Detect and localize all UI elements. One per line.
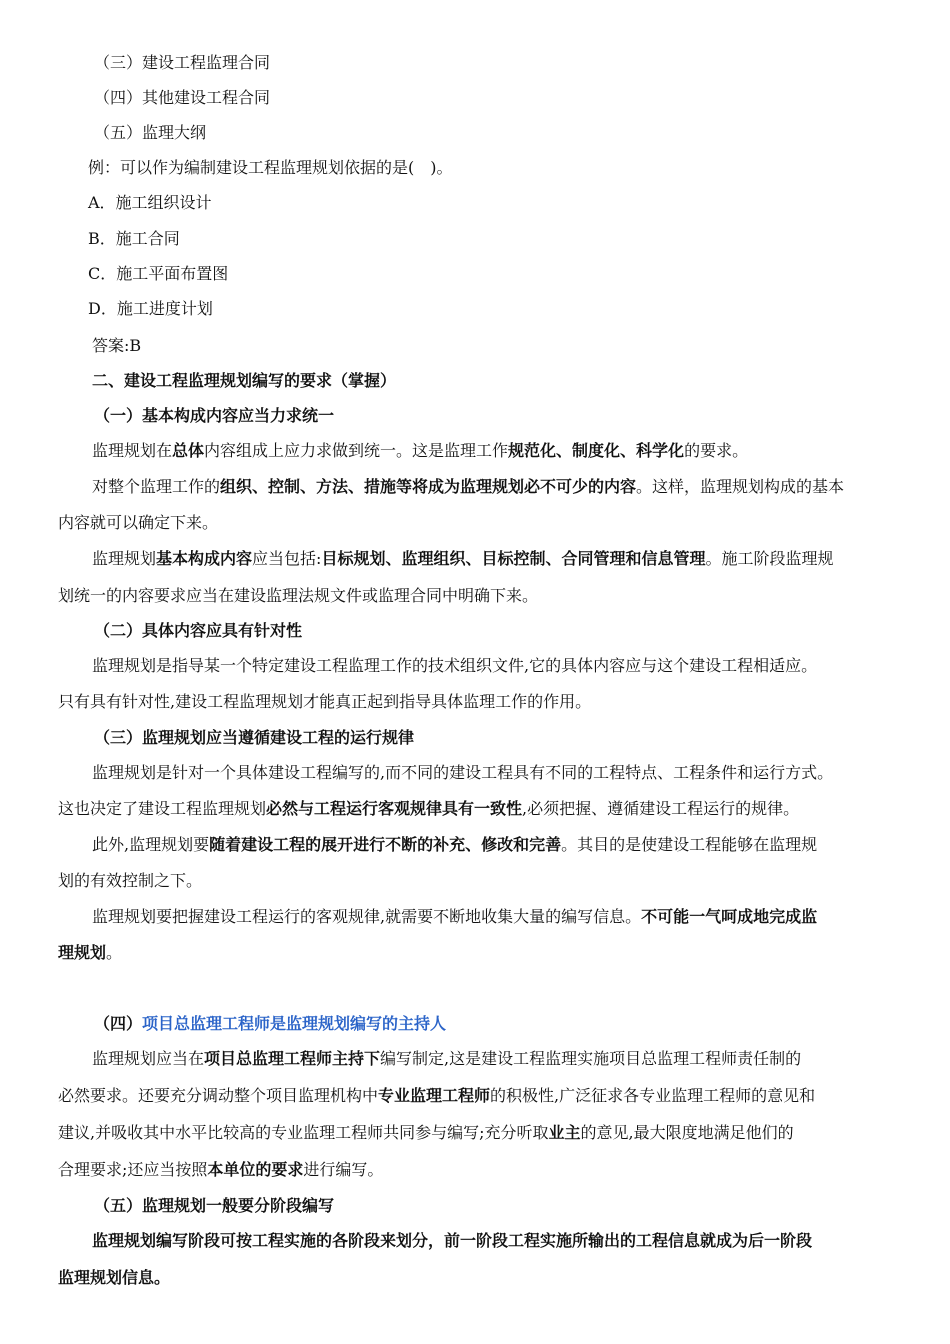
subsection-heading: （五）监理规划一般要分阶段编写: [94, 1196, 335, 1215]
paragraph-line: 监理规划基本构成内容应当包括:目标规划、监理组织、目标控制、合同管理和信息管理。施工阶段监理规: [92, 549, 834, 568]
subsection-heading: （二）具体内容应具有针对性: [94, 621, 303, 640]
paragraph-line: 划统一的内容要求应当在建设监理法规文件或监理合同中明确下来。: [58, 586, 539, 605]
option-c: C．施工平面布置图: [88, 264, 229, 283]
option-a: A．施工组织设计: [88, 193, 212, 212]
subsection-heading: （四）项目总监理工程师是监理规划编写的主持人: [94, 1014, 447, 1033]
paragraph-line: 必然要求。还要充分调动整个项目监理机构中专业监理工程师的积极性,广泛征求各专业监理工程师的意见和: [58, 1086, 816, 1105]
paragraph-line: 这也决定了建设工程监理规划必然与工程运行客观规律具有一致性,必须把握、遵循建设工程运行的规律。: [58, 799, 800, 818]
paragraph-line: 监理规划应当在项目总监理工程师主持下编写制定,这是建设工程监理实施项目总监理工程师责任制的: [92, 1049, 802, 1068]
paragraph-line: 理规划。: [58, 943, 123, 962]
example-question: 例：可以作为编制建设工程监理规划依据的是( )。: [88, 158, 453, 177]
paragraph-line: 监理规划是针对一个具体建设工程编写的,而不同的建设工程具有不同的工程特点、工程条件和运行方式。: [92, 763, 834, 782]
paragraph-line: 划的有效控制之下。: [58, 871, 203, 890]
answer: 答案:B: [92, 336, 142, 355]
paragraph-line: 对整个监理工作的组织、控制、方法、措施等将成为监理规划必不可少的内容。这样，监理规划构成的基本: [92, 477, 845, 496]
paragraph-line: 内容就可以确定下来。: [58, 513, 219, 532]
list-item: （三）建设工程监理合同: [94, 53, 271, 72]
paragraph-line: 合理要求;还应当按照本单位的要求进行编写。: [58, 1160, 384, 1179]
paragraph-line: 此外,监理规划要随着建设工程的展开进行不断的补充、修改和完善。其目的是使建设工程能够在监理规: [92, 835, 818, 854]
list-item: （四）其他建设工程合同: [94, 88, 271, 107]
paragraph-line: 只有具有针对性,建设工程监理规划才能真正起到指导具体监理工作的作用。: [58, 692, 592, 711]
paragraph-line: 监理规划是指导某一个特定建设工程监理工作的技术组织文件,它的具体内容应与这个建设工程相适应。: [92, 656, 818, 675]
list-item: （五）监理大纲: [94, 123, 207, 142]
paragraph-line: 监理规划编写阶段可按工程实施的各阶段来划分，前一阶段工程实施所输出的工程信息就成为后一阶段: [92, 1231, 813, 1250]
subsection-heading: （一）基本构成内容应当力求统一: [94, 406, 335, 425]
option-b: B．施工合同: [88, 229, 180, 248]
paragraph-line: 建议,并吸收其中水平比较高的专业监理工程师共同参与编写;充分听取业主的意见,最大限度地满足他们的: [58, 1123, 794, 1142]
subsection-heading: （三）监理规划应当遵循建设工程的运行规律: [94, 728, 415, 747]
paragraph-line: 监理规划在总体内容组成上应力求做到统一。这是监理工作规范化、制度化、科学化的要求。: [92, 441, 749, 460]
paragraph-line: 监理规划要把握建设工程运行的客观规律,就需要不断地收集大量的编写信息。不可能一气呵成地完成监: [92, 907, 818, 926]
option-d: D．施工进度计划: [88, 299, 213, 318]
paragraph-line: 监理规划信息。: [58, 1268, 171, 1287]
section-heading: 二、建设工程监理规划编写的要求（掌握）: [92, 371, 397, 390]
